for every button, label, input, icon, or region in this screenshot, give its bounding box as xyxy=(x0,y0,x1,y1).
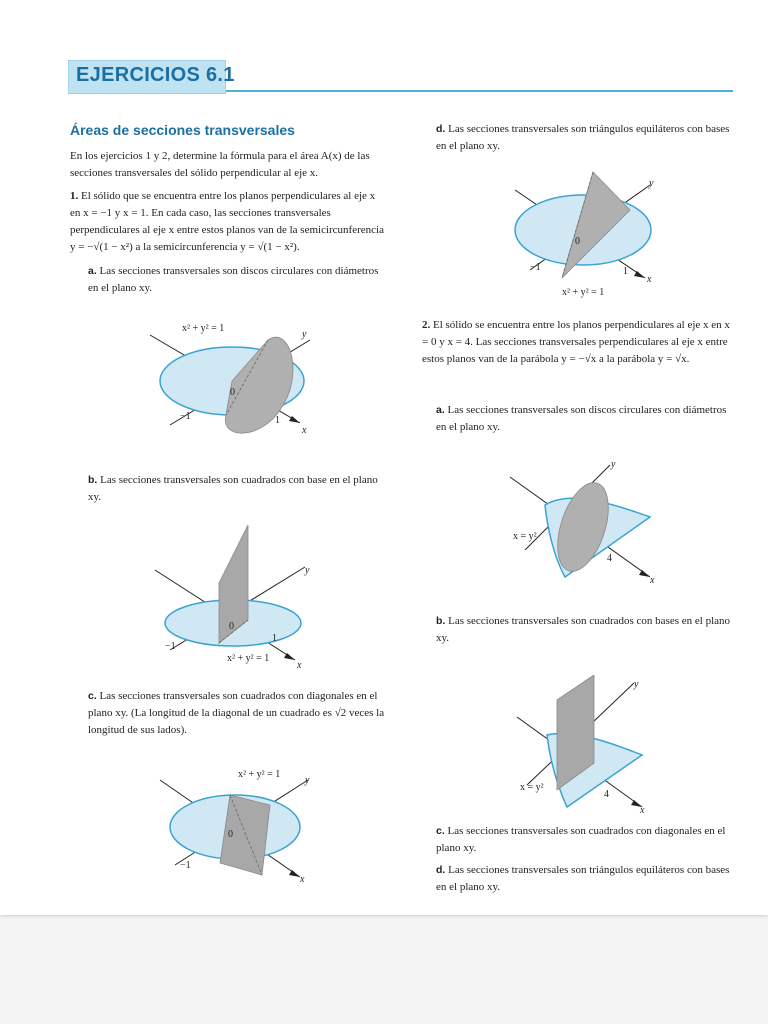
circle-equation-label: x² + y² = 1 xyxy=(182,323,225,334)
exercise-2-number: 2. xyxy=(422,319,431,331)
intro-text-content: En los ejercicios 1 y 2, determine la fórmula para el área A(x) de las secciones transversales del sólido perpendicular al eje x. xyxy=(70,150,370,179)
origin-label: 0 xyxy=(229,621,234,632)
exercise-2c-label: c. xyxy=(436,825,445,837)
figure-1b-square xyxy=(145,525,325,670)
parabola-equation-label: x = y² xyxy=(513,531,537,542)
origin-label: 0 xyxy=(230,387,235,398)
exercise-1-text: El sólido que se encuentra entre los planos perpendiculares al eje x en x = −1 y x = 1. En cada caso, las secciones transversales perpendiculares al eje x entre estos planos van de la semicircunferencia y = −√(1 − x²) a la semicircunferencia y = √(1 − x²). xyxy=(70,190,384,253)
x-axis-label: x xyxy=(302,425,307,436)
exercise-1b-label: b. xyxy=(88,474,98,486)
exercise-2b-label: b. xyxy=(436,615,446,627)
one-label: 1 xyxy=(623,266,628,277)
y-axis-label: y xyxy=(305,775,310,786)
figure-1a-disk xyxy=(140,315,330,450)
exercise-1c-text: Las secciones transversales son cuadrados con diagonales en el plano xy. (La longitud de la diagonal de un cuadrado es √2 veces la longitud de sus lados). xyxy=(88,690,385,736)
exercise-2d-text: Las secciones transversales son triángulos equiláteros con bases en el plano xy. xyxy=(436,864,730,893)
header-rule xyxy=(226,90,733,92)
exercise-2 xyxy=(422,317,736,368)
exercise-2b xyxy=(436,613,736,647)
exercise-1a xyxy=(88,263,388,297)
exercise-1c xyxy=(88,688,388,739)
exercise-2d xyxy=(436,862,736,896)
x-axis-label: x xyxy=(640,805,645,815)
four-label: 4 xyxy=(604,789,609,800)
exercise-1a-label: a. xyxy=(88,265,97,277)
figure-2a-disk xyxy=(505,455,665,585)
neg-one-label: −1 xyxy=(165,641,176,652)
exercise-1 xyxy=(70,188,388,256)
intro-text xyxy=(70,148,388,182)
exercise-2-text: El sólido se encuentra entre los planos perpendiculares al eje x en x = 0 y x = 4. Las secciones transversales perpendiculares al eje x entre estos planos van de la parábola y = −√x a la parábola y = √x. xyxy=(422,319,730,365)
four-label: 4 xyxy=(607,553,612,564)
origin-label: 0 xyxy=(228,829,233,840)
exercise-2d-label: d. xyxy=(436,864,446,876)
neg-one-label: −1 xyxy=(180,411,191,422)
exercise-2a-text: Las secciones transversales son discos circulares con diámetros en el plano xy. xyxy=(436,404,727,433)
exercise-2b-text: Las secciones transversales son cuadrados con bases en el plano xy. xyxy=(436,615,731,644)
figure-1c-diagonal-square xyxy=(150,765,330,885)
exercise-1d-text: Las secciones transversales son triángulos equiláteros con bases en el plano xy. xyxy=(436,123,730,152)
exercise-2c xyxy=(436,823,736,857)
one-label: 1 xyxy=(272,633,277,644)
exercise-2a-label: a. xyxy=(436,404,445,416)
exercise-1c-label: c. xyxy=(88,690,97,702)
exercise-1-number: 1. xyxy=(70,190,79,202)
figure-2b-square xyxy=(512,675,662,815)
y-axis-label: y xyxy=(305,565,310,576)
neg-one-label: −1 xyxy=(530,262,541,273)
figure-1d-triangle xyxy=(505,170,670,300)
page-title: EJERCICIOS 6.1 xyxy=(76,64,235,86)
exercise-1b xyxy=(88,472,388,506)
section-title: Áreas de secciones transversales xyxy=(70,122,295,138)
x-axis-label: x xyxy=(650,575,655,585)
circle-equation-label: x² + y² = 1 xyxy=(227,653,270,664)
exercise-1d-label: d. xyxy=(436,123,446,135)
y-axis-label: y xyxy=(611,459,616,470)
y-axis-label: y xyxy=(302,329,307,340)
exercise-1b-text: Las secciones transversales son cuadrados con base en el plano xy. xyxy=(88,474,378,503)
one-label: 1 xyxy=(275,415,280,426)
x-axis-label: x xyxy=(647,274,652,285)
y-axis-label: y xyxy=(634,679,639,690)
x-axis-label: x xyxy=(300,874,305,885)
exercise-2c-text: Las secciones transversales son cuadrados con diagonales en el plano xy. xyxy=(436,825,726,854)
exercise-1a-text: Las secciones transversales son discos circulares con diámetros en el plano xy. xyxy=(88,265,379,294)
circle-equation-label: x² + y² = 1 xyxy=(238,769,281,780)
y-axis-label: y xyxy=(649,178,654,189)
exercise-1d xyxy=(436,121,736,155)
neg-one-label: −1 xyxy=(180,860,191,871)
x-axis-label: x xyxy=(297,660,302,670)
exercise-2a xyxy=(436,402,736,436)
parabola-equation-label: x = y² xyxy=(520,782,544,793)
circle-equation-label: x² + y² = 1 xyxy=(562,287,605,298)
x-axis-arrow xyxy=(639,570,650,577)
origin-label: 0 xyxy=(575,236,580,247)
